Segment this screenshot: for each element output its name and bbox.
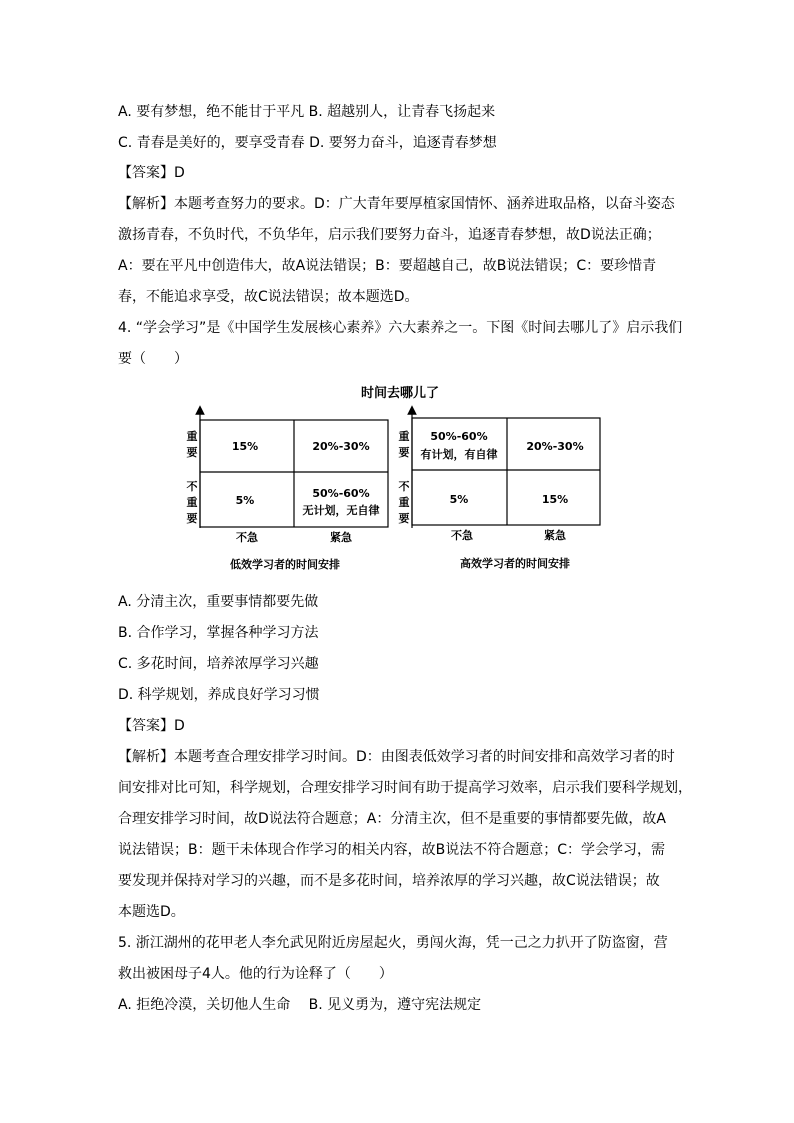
q3-analysis-line: 激扬青春，不负时代，不负华年，启示我们要努力奋斗，追逐青春梦想，故D说法正确； bbox=[118, 227, 661, 243]
q4-stem-line: 要（ ） bbox=[118, 351, 188, 367]
right-cell-bottom-right: 15% bbox=[541, 493, 569, 506]
right-caption: 高效学习者的时间安排 bbox=[460, 557, 570, 570]
q5-options-row1: A. 拒绝冷漠，关切他人生命 B. 见义勇为，遵守宪法规定 bbox=[118, 997, 482, 1013]
q3-analysis-line: 【解析】本题考查努力的要求。D：广大青年要厚植家国情怀、涵养进取品格，以奋斗姿态 bbox=[118, 196, 675, 212]
left-caption: 低效学习者的时间安排 bbox=[230, 558, 340, 571]
right-y-bottom-char3: 要 bbox=[398, 512, 410, 525]
left-y-bottom-char2: 重 bbox=[186, 496, 198, 509]
left-y-top-char2: 要 bbox=[186, 446, 198, 459]
left-cell-bottom-right-line2: 无计划，无自律 bbox=[302, 504, 380, 517]
left-cell-bottom-right-line1: 50%-60% bbox=[312, 487, 370, 500]
time-allocation-diagram bbox=[175, 378, 625, 578]
figure-title: 时间去哪儿了 bbox=[360, 386, 440, 401]
q4-analysis-line: 间安排对比可知，科学规划，合理安排学习时间有助于提高学习效率，启示我们要科学规划， bbox=[118, 780, 692, 796]
left-y-bottom-char3: 要 bbox=[186, 512, 198, 525]
q4-answer: 【答案】D bbox=[118, 718, 185, 734]
left-matrix bbox=[187, 410, 389, 571]
q5-stem-line: 5. 浙江湖州的花甲老人李允武见附近房屋起火，勇闯火海，凭一己之力扒开了防盗窗，营 bbox=[118, 935, 668, 951]
right-y-bottom-char1: 不 bbox=[398, 480, 410, 493]
q4-option-c: C. 多花时间，培养浓厚学习兴趣 bbox=[118, 656, 319, 672]
q4-option-b: B. 合作学习，掌握各种学习方法 bbox=[118, 625, 319, 641]
q4-analysis-line: 【解析】本题考查合理安排学习时间。D：由图表低效学习者的时间安排和高效学习者的时 bbox=[118, 749, 675, 765]
right-y-top-char1: 重 bbox=[398, 430, 410, 443]
q4-stem-line: 4. “学会学习”是《中国学生发展核心素养》六大素养之一。下图《时间去哪儿了》启示我们 bbox=[118, 320, 683, 336]
left-x-label-left: 不急 bbox=[236, 531, 258, 544]
left-y-bottom-char1: 不 bbox=[186, 480, 198, 493]
q4-option-a: A. 分清主次，重要事情都要先做 bbox=[118, 594, 319, 610]
right-cell-bottom-left: 5% bbox=[449, 493, 469, 506]
q4-analysis-line: 本题选D。 bbox=[118, 904, 185, 920]
left-cell-bottom-left: 5% bbox=[235, 494, 255, 507]
right-x-label-left: 不急 bbox=[451, 529, 473, 542]
right-x-label-right: 紧急 bbox=[544, 529, 566, 542]
q3-analysis-line: 春，不能追求享受，故C说法错误；故本题选D。 bbox=[118, 289, 419, 305]
right-y-top-char2: 要 bbox=[398, 446, 410, 459]
left-x-label-right: 紧急 bbox=[330, 531, 352, 544]
q3-answer: 【答案】D bbox=[118, 165, 185, 181]
left-cell-top-right: 20%-30% bbox=[312, 440, 370, 453]
q4-analysis-line: 说法错误；B：题干未体现合作学习的相关内容，故B说法不符合题意；C：学会学习，需 bbox=[118, 842, 665, 858]
q3-options-row1: A. 要有梦想，绝不能甘于平凡 B. 超越别人，让青春飞扬起来 bbox=[118, 104, 496, 120]
time-allocation-figure bbox=[175, 378, 625, 578]
right-cell-top-right: 20%-30% bbox=[526, 440, 584, 453]
right-matrix bbox=[399, 410, 601, 570]
left-cell-top-left: 15% bbox=[231, 440, 259, 453]
right-y-bottom-char2: 重 bbox=[398, 496, 410, 509]
right-cell-top-left-line1: 50%-60% bbox=[430, 430, 488, 443]
q4-option-d: D. 科学规划，养成良好学习习惯 bbox=[118, 687, 320, 703]
q4-analysis-line: 合理安排学习时间，故D说法符合题意；A：分清主次，但不是重要的事情都要先做，故A bbox=[118, 811, 666, 827]
q3-options-row2: C. 青春是美好的，要享受青春 D. 要努力奋斗，追逐青春梦想 bbox=[118, 135, 497, 151]
left-y-top-char1: 重 bbox=[186, 430, 198, 443]
q5-stem-line: 救出被困母子4人。他的行为诠释了（ ） bbox=[118, 966, 393, 982]
q3-analysis-line: A：要在平凡中创造伟大，故A说法错误；B：要超越自己，故B说法错误；C：要珍惜青 bbox=[118, 258, 657, 274]
q4-analysis-line: 要发现并保持对学习的兴趣，而不是多花时间，培养浓厚的学习兴趣，故C说法错误；故 bbox=[118, 873, 660, 889]
right-cell-top-left-line2: 有计划，有自律 bbox=[420, 448, 498, 461]
